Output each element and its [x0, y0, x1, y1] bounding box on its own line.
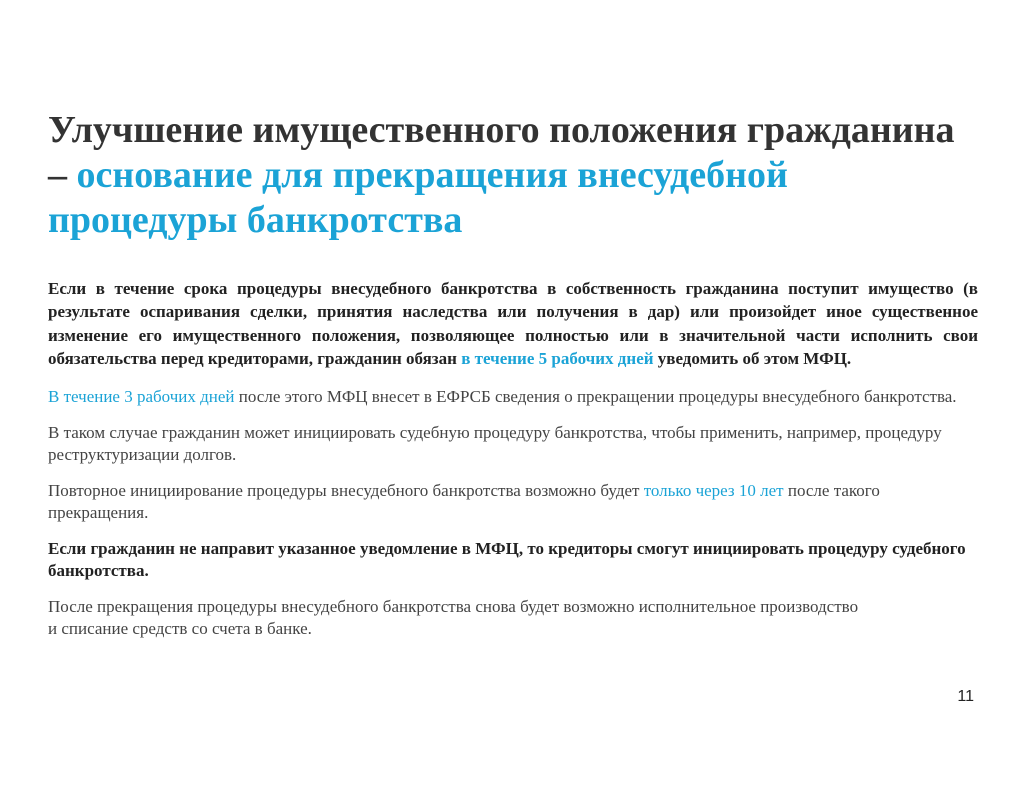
paragraph-creditors — [48, 538, 978, 582]
paragraph-after-line-2: и списание средств со счета в банке. — [48, 618, 312, 638]
lead-text-2: уведомить об этом МФЦ. — [653, 349, 852, 369]
paragraph-repeat-text-2: после такого прекращения. — [48, 480, 880, 522]
title-part-accent: основание для прекращения внесудебной процедуры банкротства — [48, 154, 788, 241]
paragraph-repeat — [48, 480, 978, 524]
paragraph-repeat-highlight: только через 10 лет — [643, 480, 784, 500]
paragraph-efrsb-text: после этого МФЦ внесет в ЕФРСБ сведения о прекращении процедуры внесудебного банкротства. — [234, 386, 957, 406]
paragraph-efrsb-highlight: В течение 3 рабочих дней — [48, 386, 235, 406]
paragraph-after — [48, 596, 978, 640]
title-part-dark: Улучшение имущественного положения гражданина – — [48, 109, 955, 196]
lead-text-1: Если в течение срока процедуры внесудебного банкротства в собственность гражданина поступит имущество (в результате оспаривания сделки, принятия наследства или получения в дар) или произойдет иное существенное изменение его имущественного положения, позволяющее полностью или в значительной части исполнить свои обязательства перед кредиторами, гражданин обязан — [48, 279, 978, 369]
paragraph-judicial-text: В таком случае гражданин может инициировать судебную процедуру банкротства, чтобы применить, например, процедуру реструктуризации долгов. — [48, 422, 942, 464]
slide-content — [48, 108, 978, 640]
page-number: 11 — [957, 688, 974, 705]
lead-paragraph — [48, 277, 978, 371]
paragraph-judicial — [48, 422, 978, 466]
paragraph-efrsb — [48, 386, 978, 408]
paragraph-creditors-text: Если гражданин не направит указанное уведомление в МФЦ, то кредиторы смогут инициировать процедуру судебного банкротства. — [48, 538, 966, 580]
page-title — [48, 108, 978, 243]
paragraph-repeat-text-1: Повторное инициирование процедуры внесудебного банкротства возможно будет — [48, 480, 644, 500]
paragraph-after-line-1: После прекращения процедуры внесудебного банкротства снова будет возможно исполнительное производство — [48, 596, 859, 616]
lead-highlight: в течение 5 рабочих дней — [461, 349, 654, 369]
